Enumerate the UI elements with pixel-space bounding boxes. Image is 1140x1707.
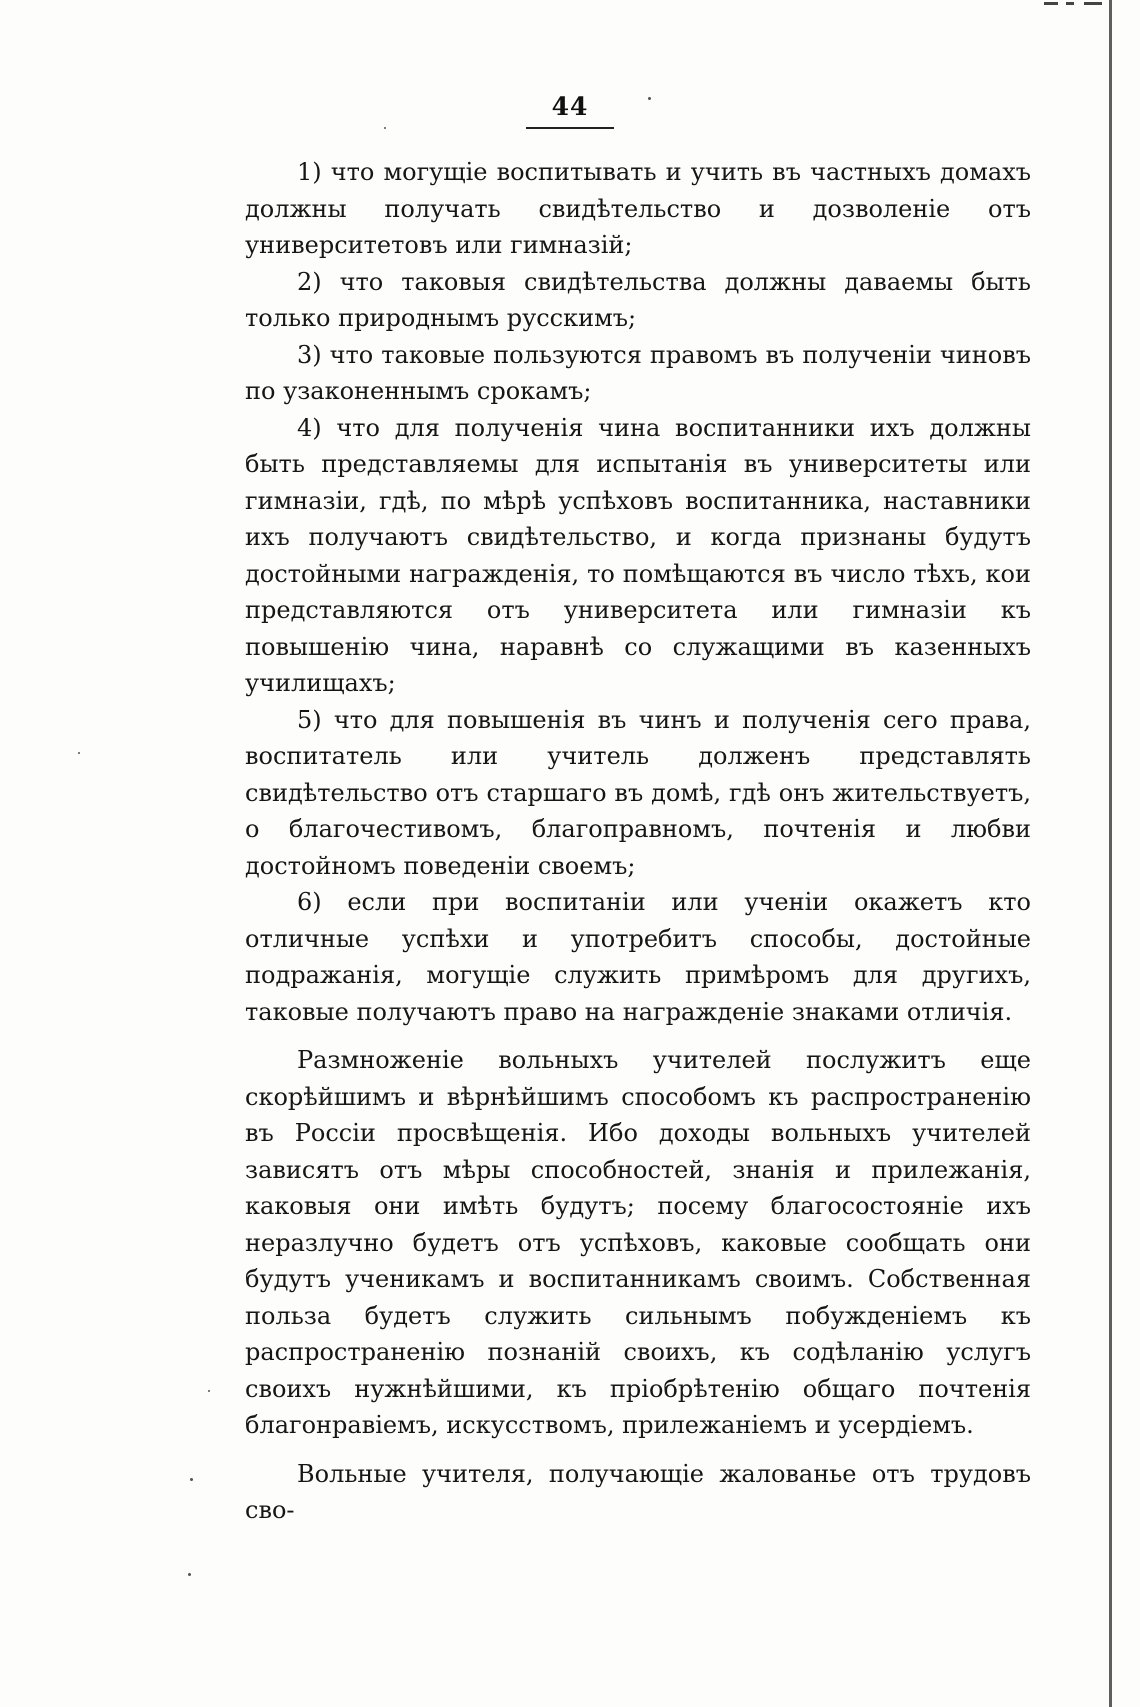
- list-item: 5) что для повышенія въ чинъ и полученія сего права, воспитатель или учитель долженъ представлять свидѣтельство отъ старшаго въ домѣ, гдѣ онъ жительствуетъ, о благочестивомъ, благоправномъ, почтенія и любви достойномъ поведеніи своемъ;: [245, 705, 1031, 880]
- scan-speck: [208, 1390, 210, 1392]
- paragraph-gap: [245, 1030, 1031, 1042]
- scan-page-edge: [1109, 0, 1112, 1707]
- scan-speck: [384, 127, 386, 129]
- list-item: 2) что таковыя свидѣтельства должны даваемы быть только природнымъ русскимъ;: [245, 267, 1031, 332]
- paragraph-gap: [245, 1444, 1031, 1456]
- scan-speck: [190, 1478, 193, 1481]
- paragraph: Вольные учителя, получающіе жалованье отъ трудовъ сво-: [245, 1459, 1031, 1524]
- list-item: 3) что таковые пользуются правомъ въ полученіи чиновъ по узаконеннымъ срокамъ;: [245, 340, 1031, 405]
- scan-speck: [188, 1573, 191, 1576]
- list-item: 1) что могущіе воспитывать и учить въ частныхъ домахъ должны получать свидѣтельство и дозволеніе отъ университетовъ или гимназій;: [245, 158, 1031, 259]
- paragraph: Размноженіе вольныхъ учителей послужитъ еще скорѣйшимъ и вѣрнѣйшимъ способомъ къ распространенію въ Россіи просвѣщенія. Ибо доходы вольныхъ учителей зависятъ отъ мѣры способностей, знанія и прилежанія, каковыя они имѣть будутъ; посему благосостояніе ихъ неразлучно будетъ отъ успѣховъ, каковые сообщать они будутъ ученикамъ и воспитанникамъ своимъ. Собственная польза будетъ служить сильнымъ побужденіемъ къ распространенію познаній своихъ, къ содѣланію услугъ своихъ нужнѣйшими, къ пріобрѣтенію общаго почтенія благонравіемъ, искусствомъ, прилежаніемъ и усердіемъ.: [245, 1046, 1031, 1439]
- body-text: [245, 154, 1031, 1529]
- page-number: 44: [526, 92, 615, 129]
- scan-speck: [648, 97, 651, 100]
- page-header: [0, 92, 1140, 129]
- list-item: 4) что для полученія чина воспитанники ихъ должны быть представляемы для испытанія въ университеты или гимназіи, гдѣ, по мѣрѣ успѣховъ воспитанника, наставники ихъ получаютъ свидѣтельство, и когда признаны будутъ достойными награжденія, то помѣщаются въ число тѣхъ, кои представляются отъ университета или гимназіи къ повышенію чина, наравнѣ со служащими въ казенныхъ училищахъ;: [245, 413, 1031, 697]
- list-item: 6) если при воспитаніи или ученіи окажетъ кто отличные успѣхи и употребитъ способы, достойные подражанія, могущіе служить примѣромъ для другихъ, таковые получаютъ право на награжденіе знаками отличія.: [245, 888, 1031, 1026]
- scan-speck: [78, 752, 80, 754]
- scan-edge-marks: [1040, 0, 1110, 8]
